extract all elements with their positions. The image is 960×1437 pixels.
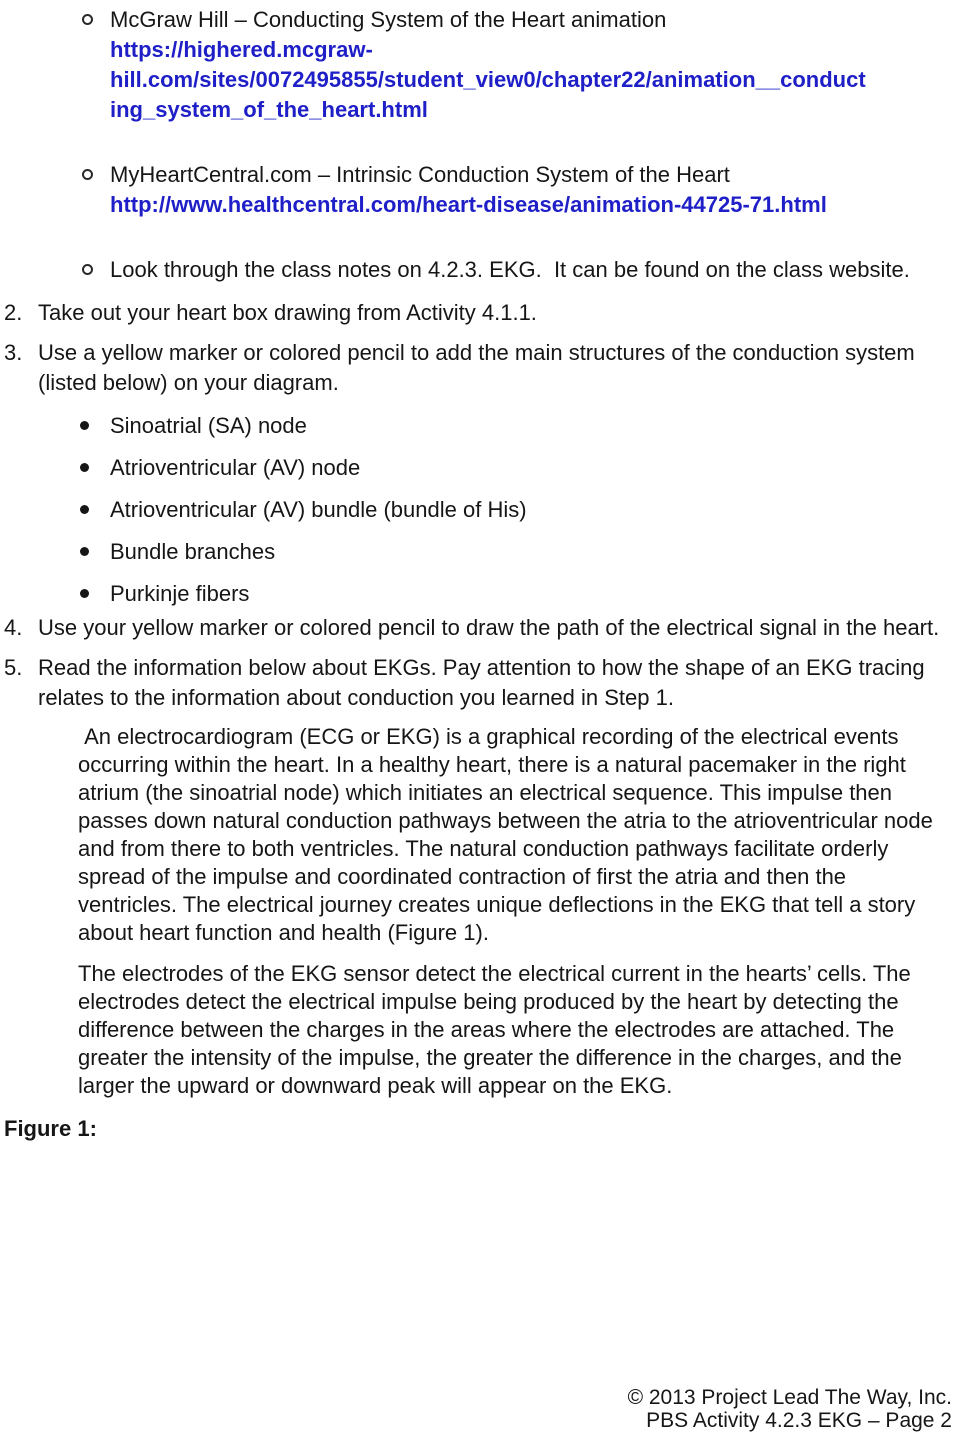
- list-item: [110, 579, 960, 609]
- disc-bullet-icon: [80, 421, 89, 430]
- step-4: [0, 613, 960, 643]
- copyright-text: © 2013 Project Lead The Way, Inc.: [627, 1386, 952, 1409]
- step-text: Take out your heart box drawing from Activity 4.1.1.: [38, 300, 537, 325]
- paragraph-ekg-overview: An electrocardiogram (ECG or EKG) is a graphical recording of the electrical events occurring within the heart. In a healthy heart, there is a natural pacemaker in the right atrium (the sinoatrial node) which initiates an electrical sequence. This impulse then passes down natural conduction pathways between the atria to the atrioventricular node and from there to both ventricles. The natural conduction pathways facilitate orderly spread of the impulse and coordinated contraction of first the atria and then the ventricles. The electrical journey creates unique deflections in the EKG that tell a story about heart function and health (Figure 1).: [78, 724, 939, 945]
- paragraph-electrodes: The electrodes of the EKG sensor detect the electrical current in the hearts’ cells. The electrodes detect the electrical impulse being produced by the heart by detecting the difference between the charges in the areas where the electrodes are attached. The greater the intensity of the impulse, the greater the difference in the charges, and the larger the upward or downward peak will appear on the EKG.: [78, 961, 917, 1098]
- structure-label: Sinoatrial (SA) node: [110, 413, 307, 438]
- step-number: 4.: [4, 615, 23, 640]
- step-number: 2.: [4, 300, 23, 325]
- step-5: [0, 653, 960, 713]
- list-item: [110, 453, 960, 483]
- resource-title: McGraw Hill – Conducting System of the Heart animation: [110, 7, 667, 32]
- resource-links-list: [0, 5, 960, 285]
- step-3: [0, 338, 960, 398]
- step-number: 5.: [4, 655, 23, 680]
- structure-label: Bundle branches: [110, 539, 276, 564]
- hyperlink-line[interactable]: ing_system_of_the_heart.html: [110, 97, 428, 122]
- hyperlink-line[interactable]: https://highered.mcgraw-: [110, 37, 373, 62]
- resource-title: Look through the class notes on 4.2.3. EKG. It can be found on the class website.: [110, 257, 910, 282]
- ekg-information: [0, 723, 960, 1100]
- step-text: Use your yellow marker or colored pencil to draw the path of the electrical signal in the heart.: [38, 615, 940, 640]
- list-item: [110, 495, 960, 525]
- circle-bullet-icon: [82, 264, 93, 275]
- list-item: [110, 411, 960, 441]
- figure-1-label: Figure 1:: [4, 1116, 97, 1141]
- page-number-text: PBS Activity 4.2.3 EKG – Page 2: [646, 1409, 952, 1432]
- circle-bullet-icon: [82, 14, 93, 25]
- resource-title: MyHeartCentral.com – Intrinsic Conduction System of the Heart: [110, 162, 730, 187]
- resource-hyperlink[interactable]: [110, 35, 948, 125]
- resource-item-mcgraw: [110, 5, 948, 125]
- resource-item-class-notes: [110, 255, 948, 285]
- disc-bullet-icon: [80, 505, 89, 514]
- list-item: [110, 537, 960, 567]
- hyperlink-line[interactable]: http://www.healthcentral.com/heart-disease/animation-44725-71.html: [110, 192, 827, 217]
- disc-bullet-icon: [80, 589, 89, 598]
- step-text: Use a yellow marker or colored pencil to add the main structures of the conduction system (listed below) on your diagram.: [38, 340, 921, 395]
- structure-label: Atrioventricular (AV) bundle (bundle of His): [110, 497, 527, 522]
- step-2: [0, 298, 960, 328]
- resource-hyperlink[interactable]: [110, 190, 948, 220]
- page-footer: [628, 1386, 952, 1432]
- disc-bullet-icon: [80, 463, 89, 472]
- circle-bullet-icon: [82, 169, 93, 180]
- hyperlink-line[interactable]: hill.com/sites/0072495855/student_view0/chapter22/animation__conduct: [110, 67, 866, 92]
- structure-label: Atrioventricular (AV) node: [110, 455, 361, 480]
- step-number: 3.: [4, 340, 23, 365]
- activity-steps-list: [0, 298, 960, 713]
- resource-item-myheartcentral: [110, 160, 948, 220]
- step-text: Read the information below about EKGs. Pay attention to how the shape of an EKG tracing relates to the information about conduction you learned in Step 1.: [38, 655, 931, 710]
- structure-label: Purkinje fibers: [110, 581, 250, 606]
- conduction-structures-list: [0, 411, 960, 609]
- disc-bullet-icon: [80, 547, 89, 556]
